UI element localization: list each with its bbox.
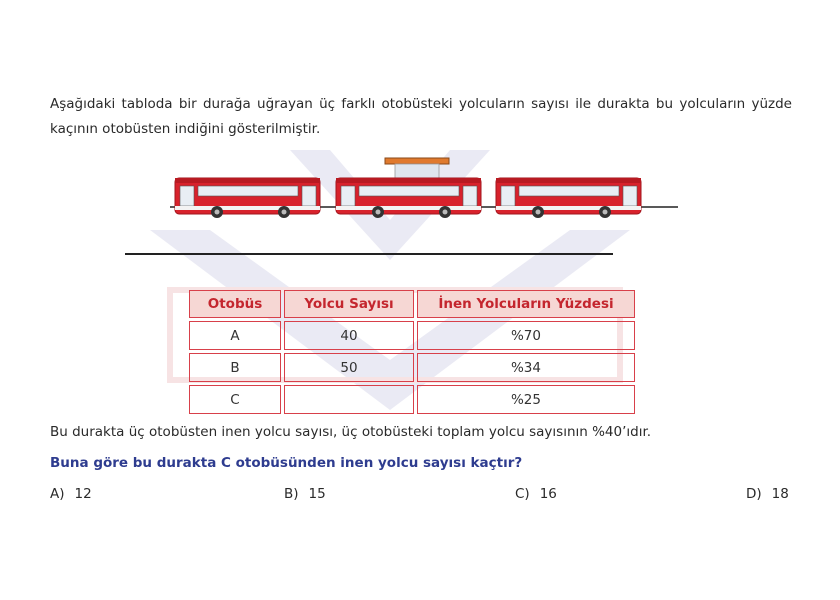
option-value: 12 [74,486,92,502]
option-value: 15 [308,486,326,502]
question-text: Buna göre bu durakta C otobüsünden inen yolcu sayısı kaçtır? [50,455,523,471]
table-header-row [189,290,635,318]
statement-text: Bu durakta üç otobüsten inen yolcu sayısı, üç otobüsteki toplam yolcu sayısının %40’ıdır. [50,424,652,440]
cell-passengers [284,385,414,414]
option-letter: D) [746,486,762,502]
cell-bus: C [189,385,281,414]
option-value: 18 [771,486,789,502]
header-percent: İnen Yolcuların Yüzdesi [417,290,635,318]
cell-percent: %70 [417,321,635,350]
option-letter: A) [50,486,65,502]
option-a[interactable] [50,486,92,502]
bus-illustration [110,150,690,260]
table-row [189,353,635,382]
bus-b-icon [336,178,481,218]
option-letter: C) [515,486,530,502]
option-b[interactable] [284,486,326,502]
option-c[interactable] [515,486,557,502]
cell-percent: %34 [417,353,635,382]
cell-passengers: 40 [284,321,414,350]
bus-c-icon [496,178,641,218]
table-row [189,385,635,414]
header-passengers: Yolcu Sayısı [284,290,414,318]
bus-a-icon [175,178,320,218]
cell-bus: A [189,321,281,350]
option-letter: B) [284,486,299,502]
option-value: 16 [539,486,557,502]
cell-bus: B [189,353,281,382]
intro-paragraph: Aşağıdaki tabloda bir durağa uğrayan üç farklı otobüsteki yolcuların sayısı ile durakta bu yolcuların yüzde kaçının otobüsten indiğini gösterilmiştir. [50,96,792,137]
option-d[interactable] [746,486,789,502]
header-bus: Otobüs [189,290,281,318]
cell-passengers: 50 [284,353,414,382]
passenger-table [186,287,638,417]
table-row [189,321,635,350]
cell-percent: %25 [417,385,635,414]
